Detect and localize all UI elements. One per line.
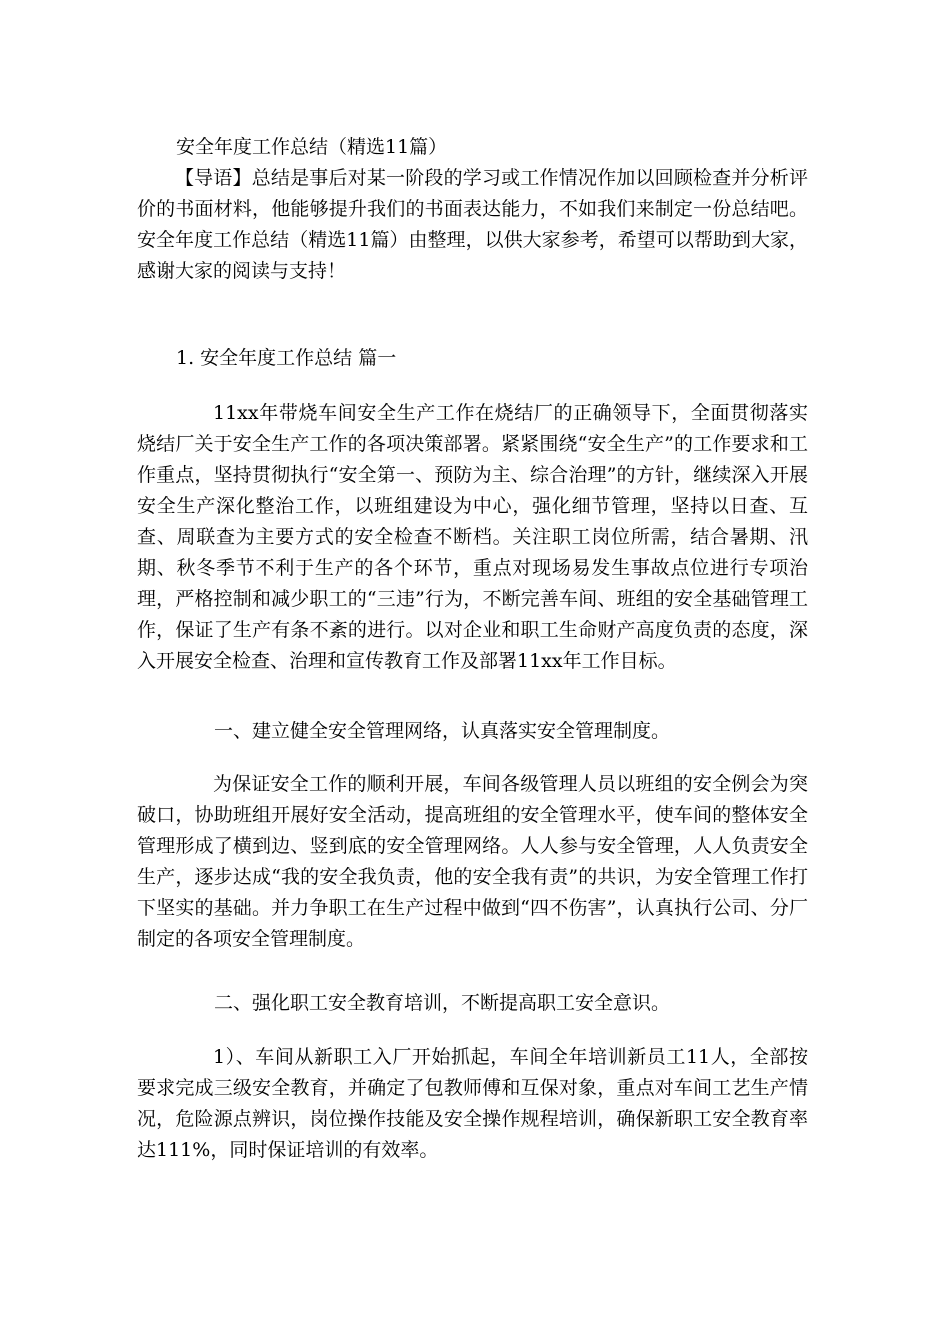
article-paragraph-3: 1）、车间从新职工入厂开始抓起，车间全年培训新员工11人，全部按要求完成三级安全教育，并确定了包教师傅和互保对象，重点对车间工艺生产情况，危险源点辨识，岗位操作技能及安全操作规程培训，确保新职工安全教育率达111%，同时保证培训的有效率。 [137, 1046, 808, 1161]
article-paragraph-1: 11xx年带烧车间安全生产工作在烧结厂的正确领导下，全面贯彻落实烧结厂关于安全生产工作的各项决策部署。紧紧围绕“安全生产”的工作要求和工作重点，坚持贯彻执行“安全第一、预防为主、综合治理”的方针，继续深入开展安全生产深化整治工作，以班组建设为中心，强化细节管理，坚持以日查、互查、周联查为主要方式的安全检查不断档。关注职工岗位所需，结合暑期、汛期、秋冬季节不利于生产的各个环节，重点对现场易发生事故点位进行专项治理，严格控制和减少职工的“三违”行为，不断完善车间、班组的安全基础管理工作，保证了生产有条不紊的进行。以对企业和职工生命财产高度负责的态度，深入开展安全检查、治理和宣传教育工作及部署11xx年工作目标。 [137, 402, 808, 672]
article-paragraph-2: 为保证安全工作的顺利开展，车间各级管理人员以班组的安全例会为突破口，协助班组开展好安全活动，提高班组的安全管理水平，使车间的整体安全管理形成了横到边、竖到底的安全管理网络。人人参与安全管理，人人负责安全生产，逐步达成“我的安全我负责，他的安全我有责”的共识，为安全管理工作打下坚实的基础。并力争职工在生产过程中做到“四不伤害”，认真执行公司、分厂制定的各项安全管理制度。 [137, 773, 808, 950]
section-heading-1: 一、建立健全安全管理网络，认真落实安全管理制度。 [214, 720, 671, 742]
document-title: 安全年度工作总结（精选11篇） [176, 136, 448, 158]
section-heading-2: 二、强化职工安全教育培训，不断提高职工安全意识。 [214, 992, 671, 1014]
article-heading: 1. 安全年度工作总结 篇一 [176, 347, 397, 369]
intro-paragraph: 【导语】总结是事后对某一阶段的学习或工作情况作加以回顾检查并分析评价的书面材料，他能够提升我们的书面表达能力，不如我们来制定一份总结吧。安全年度工作总结（精选11篇）由整理，以供大家参考，希望可以帮助到大家，感谢大家的阅读与支持！ [137, 167, 808, 282]
